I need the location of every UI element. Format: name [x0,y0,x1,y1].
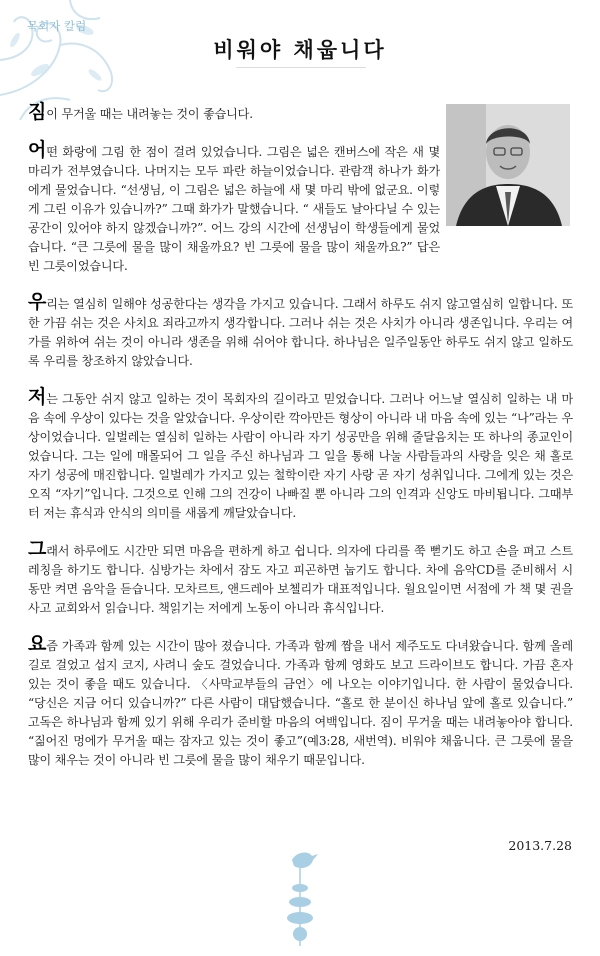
paragraph-text: 리는 열심히 일해야 성공한다는 생각을 가지고 있습니다. 그래서 하루도 쉬지 않고열심히 일합니다. 또한 가끔 쉬는 것은 사치요 죄라고까지 생각합니다. 그러나 쉬는 것은 사치가 아니라 생존입니다. 우리는 여가를 위하여 쉬는 것이 아니라 생존을 위해 쉬어야 합니다. 하나님은 일주일동안 하루도 쉬지 않고 일하도록 우리를 창조하지 않았습니다. [28,297,573,368]
paragraph-initial: 어 [28,139,47,161]
paragraph-initial: 저 [28,386,47,408]
page-title: 비워야 채웁니다 [213,38,387,62]
article-paragraph [28,386,573,523]
paragraph-initial: 그 [28,538,47,560]
paragraph-initial: 짐 [28,101,47,123]
title-divider [236,67,366,68]
article-date: 2013.7.28 [508,838,572,853]
bird-on-flower-icon [278,848,322,948]
paragraph-text: 이 무거울 때는 내려놓는 것이 좋습니다. [46,107,253,121]
paragraph-text: 래서 하루에도 시간만 되면 마음을 편하게 하고 쉽니다. 의자에 다리를 쭉 뻗기도 하고 손을 펴고 스트레칭을 하기도 합니다. 심방가는 차에서 잠도 자고 피곤하면 눕기도 합니다. 차에 음악CD를 준비해서 시동만 켜면 음악을 듣습니다. 모차르트, 앤드레아 보첼리가 대표적입니다. 월요일이면 서점에 가 책 몇 권을 사고 교회와서 읽습니다. 책읽기는 저에게 노동이 아니라 휴식입니다. [28,544,573,615]
article-paragraph [28,538,573,618]
article-body [28,101,573,789]
paragraph-initial: 요 [28,633,47,655]
paragraph-text: 떤 화랑에 그림 한 점이 걸려 있었습니다. 그림은 넓은 캔버스에 작은 새 몇 마리가 전부였습니다. 나머지는 모두 파란 하늘이었습니다. 관람객 하나가 화가에게 물었습니다. “선생님, 이 그림은 넓은 하늘에 새 몇 마리 밖에 없군요. 이렇게 그린 이유가 있습니까?” 그때 화가가 말했습니다. “ 새들도 날아다닐 수 있는 공간이 있어야 하지 않겠습니까?”. 어느 강의 시간에 선생님이 학생들에게 물었습니다. “큰 그릇에 물을 많이 채울까요? 빈 그릇에 물을 많이 채울까요?” 답은 빈 그릇이었습니다. [28,145,440,273]
paragraph-text: 는 그동안 쉬지 않고 일하는 것이 목회자의 길이라고 믿었습니다. 그러나 어느날 열심히 일하는 내 마음 속에 우상이 있다는 것을 알았습니다. 우상이란 깍아만든 형상이 아니라 내 마음 속에 있는 “나”라는 우상이었습니다. 일벌레는 열심히 일하는 사람이 아니라 자기 성공만을 위해 줄달음치는 또 하나의 종교인이었습니다. 그는 일에 매몰되어 그 일을 주신 하나님과 그 일을 통해 나눌 사람들과의 사랑을 잊은 채 홀로 자기 성공에 매진합니다. 일벌레가 가지고 있는 철학이란 자기 사랑 곧 자기 성취입니다. 그에게 있는 것은 오직 “자기”입니다. 그것으로 인해 그의 건강이 나빠질 뿐 아니라 그의 인격과 신앙도 마비됩니다. 그때부터 저는 휴식과 안식의 의미를 새롭게 깨달았습니다. [28,392,573,520]
article-paragraph [28,633,573,770]
article-paragraph [28,291,573,371]
paragraph-text: 즘 가족과 함께 있는 시간이 많아 졌습니다. 가족과 함께 짬을 내서 제주도도 다녀왔습니다. 함께 올레길로 걸었고 섭지 코지, 사려니 숲도 걸었습니다. 가족과 함께 영화도 보고 드라이브도 합니다. 가끔 혼자 있는 것이 좋을 때도 있습니다. 〈사막교부들의 금언〉에 나오는 이야기입니다. 한 사람이 물었습니다. “당신은 지금 어디 있습니까?” 다른 사람이 대답했습니다. “홀로 한 분이신 하나님 앞에 홀로 있습니다.” 고독은 하나님과 함께 있기 위해 우리가 준비할 마음의 여백입니다. 짐이 무거울 때는 내려놓아야 합니다. “짊어진 멍에가 무거울 때는 잠자고 있는 것이 좋고”(예3:28, 새번역). 비워야 채웁니다. 큰 그릇에 물을 많이 채우는 것이 아니라 빈 그릇에 물을 많이 채우기 때문입니다. [28,639,573,767]
article-paragraph [28,101,573,124]
paragraph-initial: 우 [28,291,47,313]
column-label: 목회자 칼럼 [27,19,87,33]
